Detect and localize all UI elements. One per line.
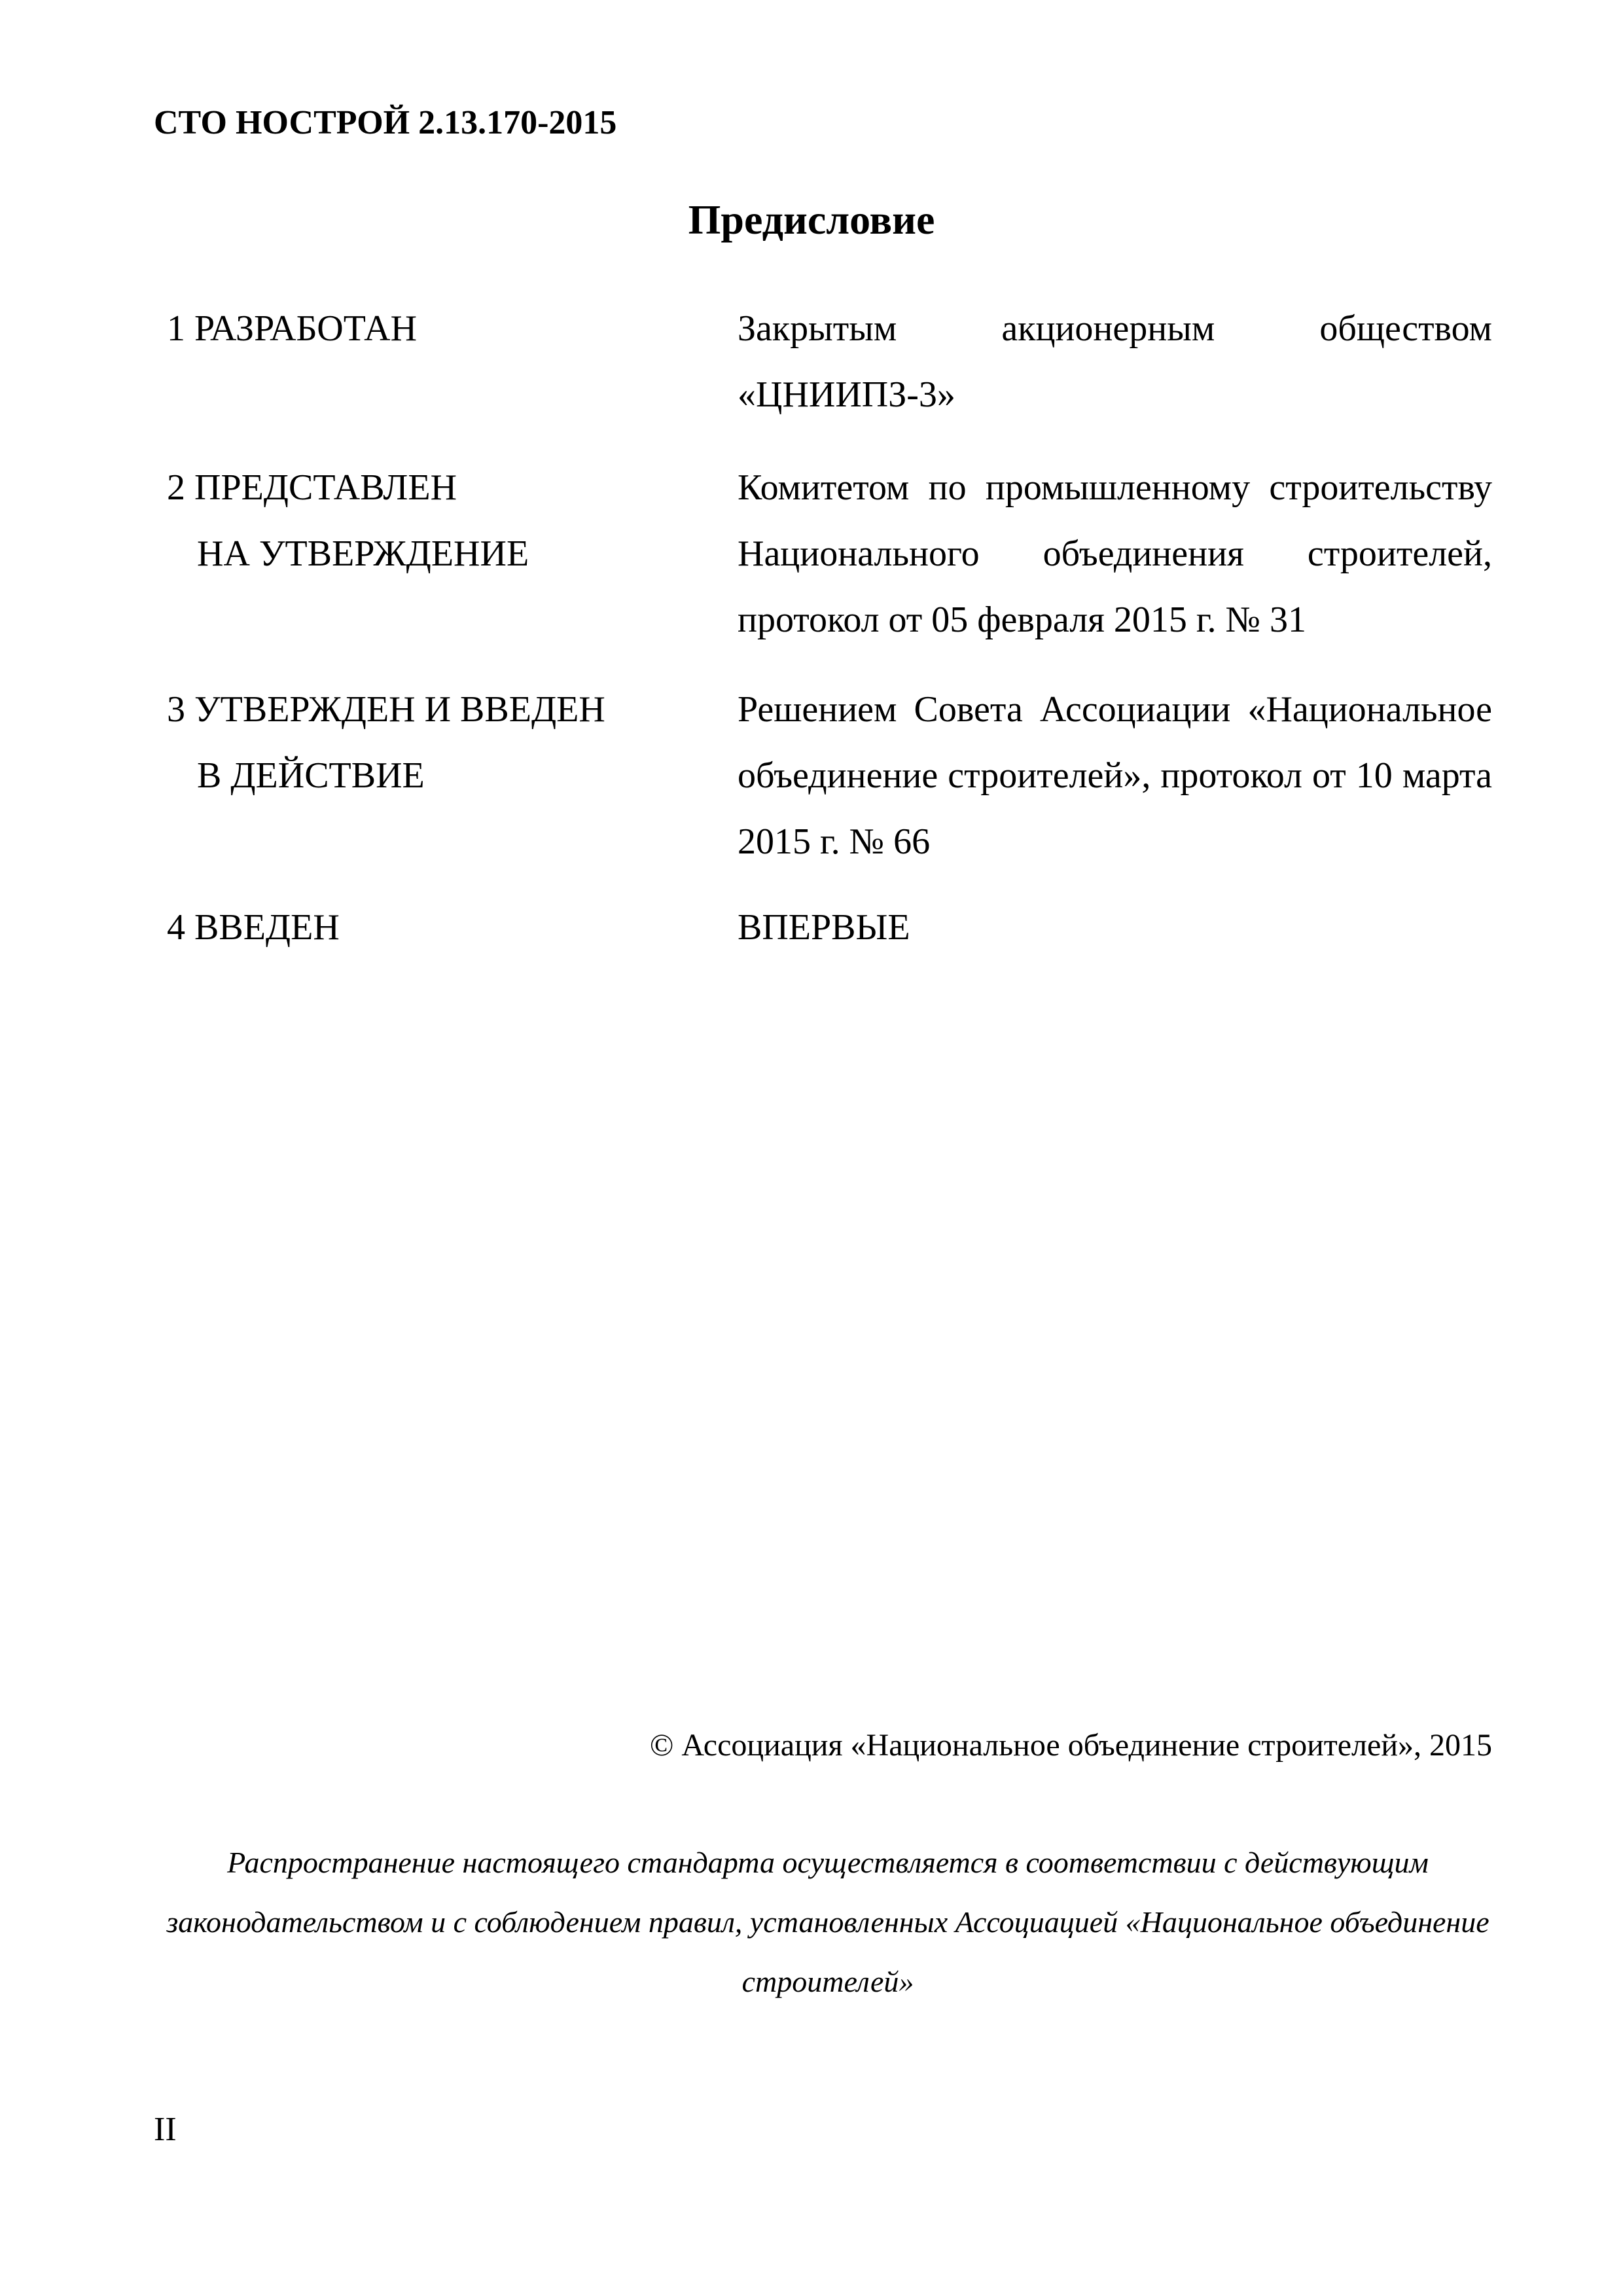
preface-item-label-line1: 4 ВВЕДЕН <box>167 907 340 948</box>
preface-item-value: Комитетом по промышленному строительству Национального объединения строителей, протокол от 05 февраля 2015 г. № 31 <box>738 467 1492 640</box>
preface-item-label <box>167 677 677 809</box>
preface-item-label-line2: НА УТВЕРЖДЕНИЕ <box>197 533 529 574</box>
preface-item-label <box>167 455 677 587</box>
preface-item-label <box>167 895 677 961</box>
preface-item-label-line1: 3 УТВЕРЖДЕН И ВВЕДЕН <box>167 689 605 730</box>
preface-item-label-line1: 2 ПРЕДСТАВЛЕН <box>167 467 457 508</box>
copyright-notice: © Ассоциация «Национальное объединение строителей», 2015 <box>649 1728 1492 1763</box>
preface-item-label-line2: В ДЕЙСТВИЕ <box>197 755 425 796</box>
document-code: СТО НОСТРОЙ 2.13.170-2015 <box>154 104 617 141</box>
page-title: Предисловие <box>688 196 935 243</box>
preface-item-value: Закрытым акционерным обществом «ЦНИИПЗ-3» <box>738 308 1492 415</box>
preface-item-value: ВПЕРВЫЕ <box>738 907 910 948</box>
preface-item-label <box>167 296 677 362</box>
preface-item-value: Решением Совета Ассоциации «Национальное объединение строителей», протокол от 10 марта 2015 г. № 66 <box>738 689 1492 862</box>
preface-item-label-line1: 1 РАЗРАБОТАН <box>167 308 418 349</box>
distribution-note: Распространение настоящего стандарта осуществляется в соответствии с действующим законодательством и с соблюдением правил, установленных Ассоциацией «Национальное объединение строителей» <box>166 1846 1489 1998</box>
page-number: II <box>154 2111 177 2148</box>
